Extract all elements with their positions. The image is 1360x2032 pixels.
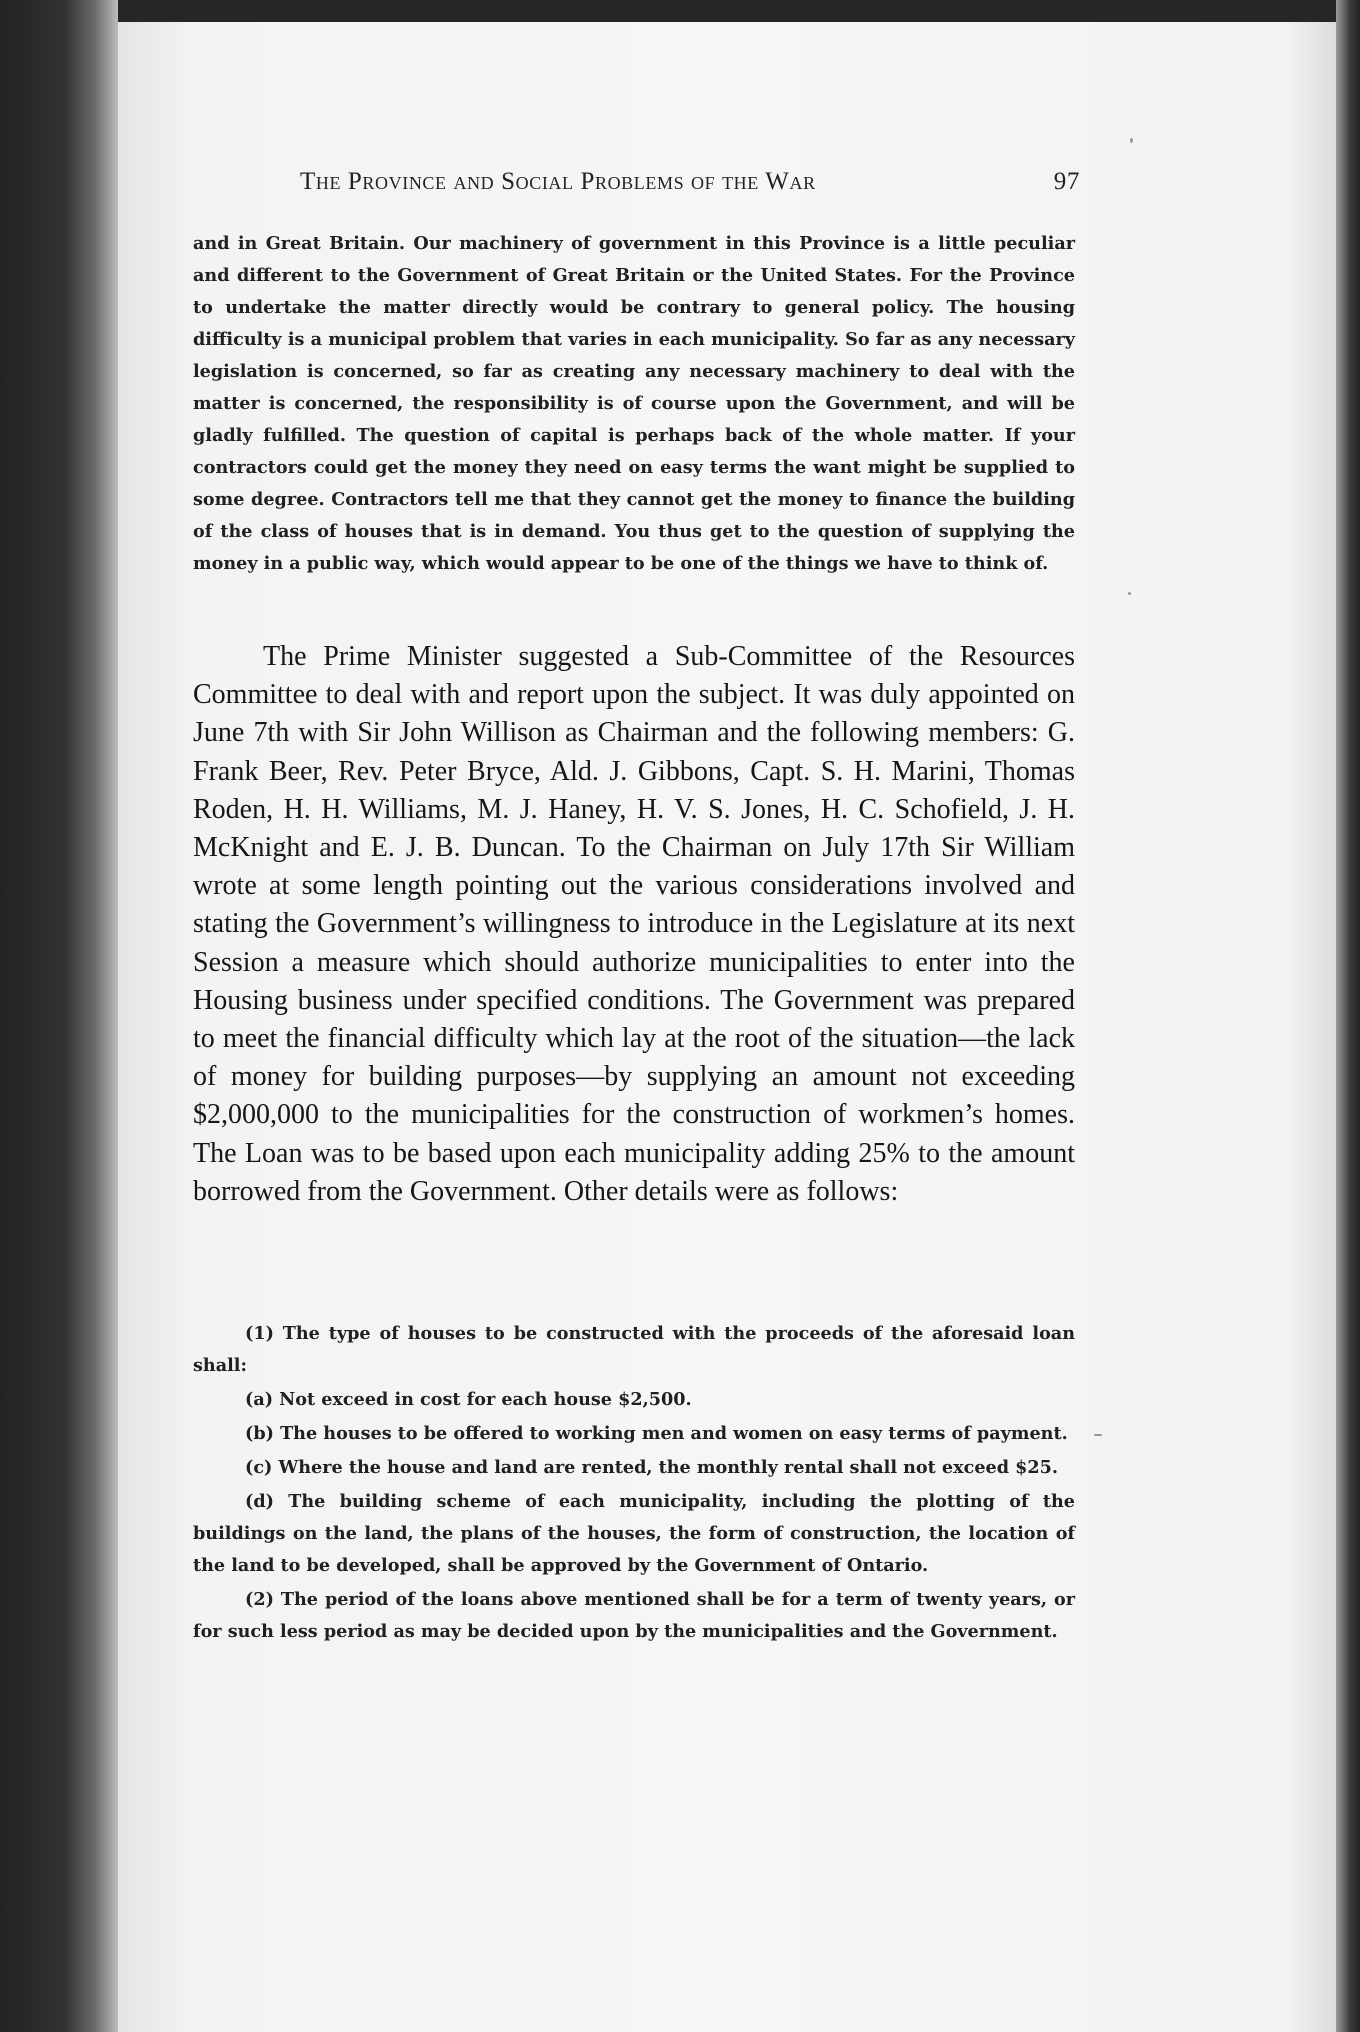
quoted-letter-continuation [193,228,1075,580]
paper-speck [1094,1434,1102,1436]
list-item: (c) Where the house and land are rented, the monthly rental shall not exceed $25. [245,1457,1058,1478]
list-item: (b) The houses to be offered to working men and women on easy terms of payment. [245,1423,1068,1444]
body-paragraph-text: The Prime Minister suggested a Sub-Committee of the Resources Committee to deal with and report upon the subject. It was duly appointed on June 7th with Sir John Willison as Chairman and the following members: G. Frank Beer, Rev. Peter Bryce, Ald. J. Gibbons, Capt. S. H. Marini, Thomas Roden, H. H. Williams, M. J. Haney, H. V. S. Jones, H. C. Schofield, J. H. McKnight and E. J. B. Duncan. To the Chairman on July 17th Sir William wrote at some length pointing out the various considerations involved and stating the Government’s willingness to introduce in the Legislature at its next Session a measure which should authorize municipalities to enter into the Housing business under specified conditions. The Government was prepared to meet the financial difficulty which lay at the root of the situation—the lack of money for building purposes—by supplying an amount not exceeding $2,000,000 to the municipalities for the construction of workmen’s homes. The Loan was to be based upon each municipality adding 25% to the amount borrowed from the Government. Other details were as follows: [193,641,1075,1207]
quote-text: and in Great Britain. Our machinery of government in this Province is a little peculiar and different to the Government of Great Britain or the United States. For the Province to undertake the matter directly would be contrary to general policy. The housing difficulty is a municipal problem that varies in each municipality. So far as any necessary legislation is concerned, so far as creating any necessary machinery to deal with the matter is concerned, the responsibility is of course upon the Government, and will be gladly fulfilled. The question of capital is perhaps back of the whole matter. If your contractors could get the money they need on easy terms the want might be supplied to some degree. Contractors tell me that they cannot get the money to finance the building of the class of houses that is in demand. You thus get to the question of supplying the money in a public way, which would appear to be one of the things we have to think of. [193,233,1075,574]
conditions-list [193,1318,1075,1650]
paper-speck [1128,592,1131,595]
running-head [300,168,1080,202]
page-number: 97 [1053,168,1080,195]
list-item: (2) The period of the loans above mentioned shall be for a term of twenty years, or for such less period as may be decided upon by the municipalities and the Government. [193,1589,1075,1642]
list-item: (d) The building scheme of each municipality, including the plotting of the buildings on the land, the plans of the houses, the form of construction, the location of the land to be developed, shall be approved by the Government of Ontario. [193,1491,1075,1576]
body-paragraph [193,638,1075,1211]
running-head-title: The Province and Social Problems of the War [300,168,816,195]
paper-speck [1130,138,1133,143]
list-item: (a) Not exceed in cost for each house $2,500. [245,1389,692,1410]
scan-border-top [0,0,1360,22]
list-item: (1) The type of houses to be constructed with the proceeds of the aforesaid loan shall: [193,1323,1075,1376]
scan-border-left [0,0,118,2032]
scan-border-right [1336,0,1360,2032]
